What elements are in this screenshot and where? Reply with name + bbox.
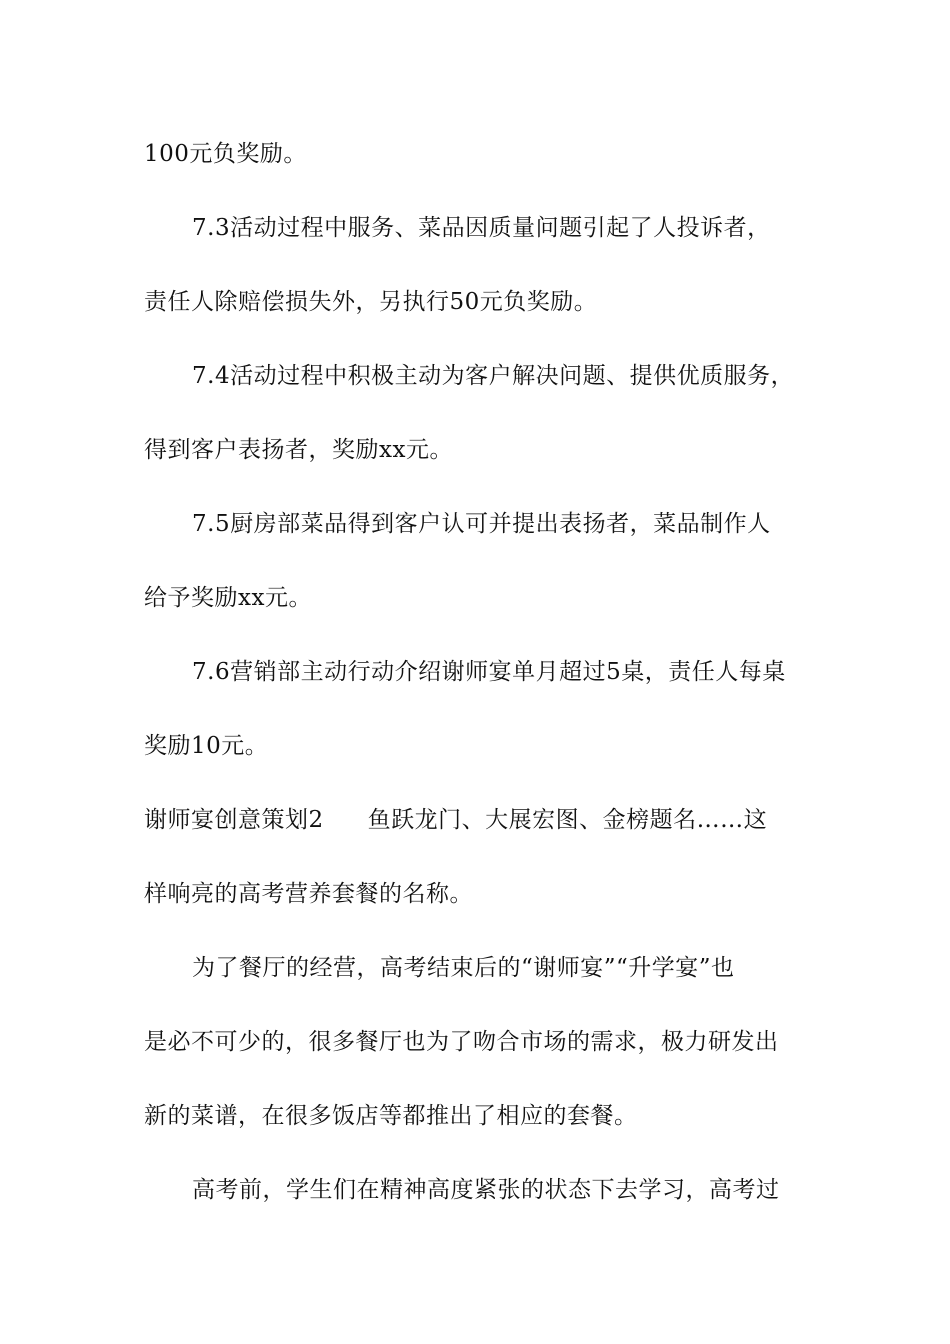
paragraph-line: 得到客户表扬者，奖励xx元。 — [144, 437, 453, 463]
paragraph-line: 是必不可少的，很多餐厅也为了吻合市场的需求，极力研发出 — [144, 1029, 779, 1055]
paragraph-line: 100元负奖励。 — [144, 141, 307, 167]
paragraph-line: 新的菜谱，在很多饭店等都推出了相应的套餐。 — [144, 1103, 638, 1129]
section-title: 谢师宴创意策划2 — [144, 807, 324, 833]
paragraph-line: 奖励10元。 — [144, 733, 269, 759]
paragraph-line: 为了餐厅的经营，高考结束后的“谢师宴”“升学宴”也 — [192, 955, 735, 981]
section-intro-text: 鱼跃龙门、大展宏图、金榜题名……这 — [367, 807, 768, 833]
paragraph-line: 7.5厨房部菜品得到客户认可并提出表扬者，菜品制作人 — [192, 511, 771, 537]
paragraph-line: 7.3活动过程中服务、菜品因质量问题引起了人投诉者， — [192, 215, 771, 241]
paragraph-line: 7.6营销部主动行动介绍谢师宴单月超过5桌，责任人每桌 — [192, 659, 786, 685]
paragraph-line: 高考前，学生们在精神高度紧张的状态下去学习，高考过 — [192, 1177, 780, 1203]
paragraph-line: 样响亮的高考营养套餐的名称。 — [144, 881, 473, 907]
section-heading-line — [144, 805, 824, 835]
paragraph-line: 给予奖励xx元。 — [144, 585, 312, 611]
paragraph-line: 7.4活动过程中积极主动为客户解决问题、提供优质服务， — [192, 363, 795, 389]
paragraph-line: 责任人除赔偿损失外，另执行50元负奖励。 — [144, 289, 598, 315]
